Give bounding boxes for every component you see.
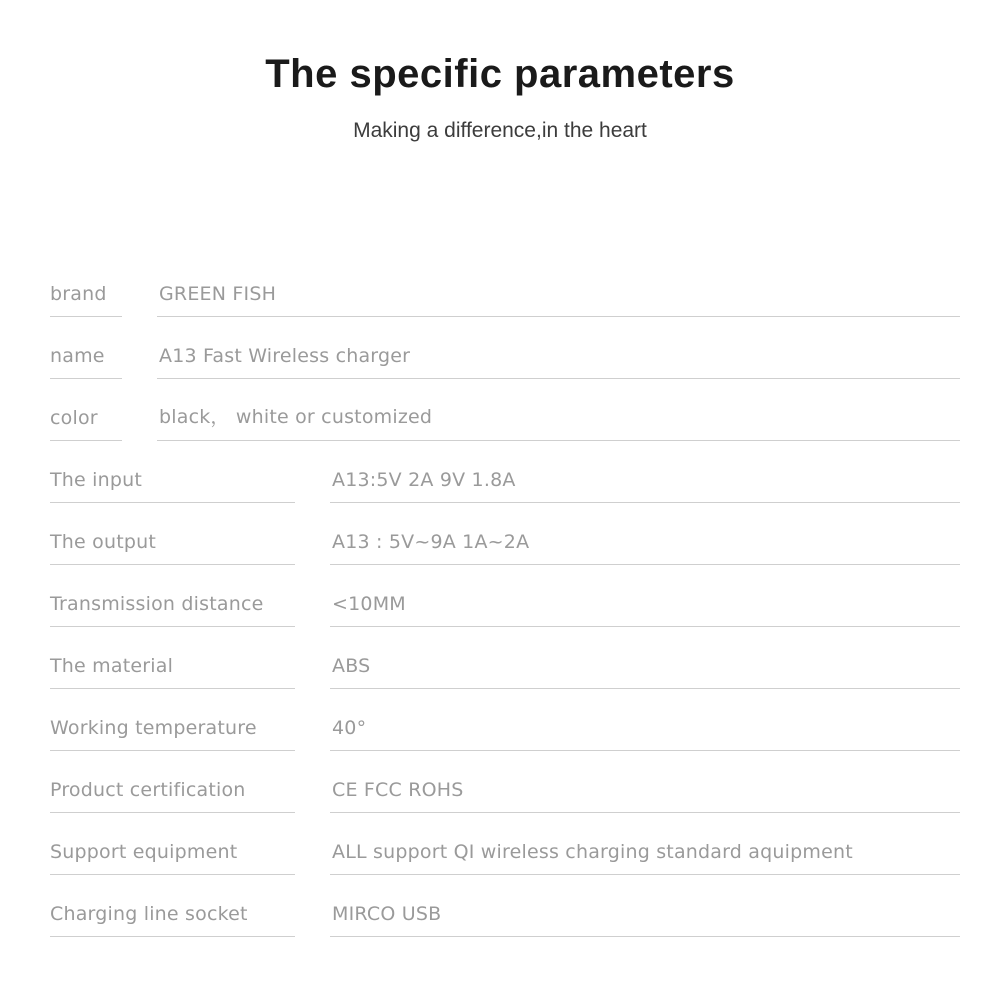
- spec-value: A13 : 5V~9A 1A~2A: [330, 531, 960, 565]
- column-gap: [295, 750, 330, 751]
- spec-label: The material: [50, 655, 295, 689]
- column-gap: [295, 874, 330, 875]
- spec-value: A13 Fast Wireless charger: [157, 345, 960, 379]
- spec-label: Charging line socket: [50, 903, 295, 937]
- spec-label: Support equipment: [50, 841, 295, 875]
- column-gap: [295, 812, 330, 813]
- spec-label: Product certification: [50, 779, 295, 813]
- table-row: [50, 255, 960, 317]
- column-gap: [295, 936, 330, 937]
- table-row: [50, 689, 960, 751]
- spec-value: A13:5V 2A 9V 1.8A: [330, 469, 960, 503]
- spec-label: name: [50, 345, 122, 379]
- table-row: [50, 813, 960, 875]
- spec-value: ABS: [330, 655, 960, 689]
- spec-label: color: [50, 407, 122, 441]
- column-gap: [295, 564, 330, 565]
- table-row: [50, 503, 960, 565]
- column-gap: [122, 378, 157, 379]
- table-row: [50, 441, 960, 503]
- table-row: [50, 565, 960, 627]
- table-row: [50, 627, 960, 689]
- specification-table: [50, 255, 960, 937]
- page-title: The specific parameters: [265, 52, 735, 96]
- page-subtitle: Making a difference,in the heart: [353, 119, 647, 142]
- spec-value: <10MM: [330, 593, 960, 627]
- spec-label: The output: [50, 531, 295, 565]
- spec-value: 40°: [330, 717, 960, 751]
- spec-value: ALL support QI wireless charging standard aquipment: [330, 841, 960, 875]
- spec-label: Working temperature: [50, 717, 295, 751]
- column-gap: [295, 502, 330, 503]
- table-row: [50, 751, 960, 813]
- column-gap: [295, 688, 330, 689]
- column-gap: [295, 626, 330, 627]
- table-row: [50, 875, 960, 937]
- table-row: [50, 379, 960, 441]
- table-row: [50, 317, 960, 379]
- spec-label: brand: [50, 283, 122, 317]
- spec-value: GREEN FISH: [157, 283, 960, 317]
- column-gap: [122, 316, 157, 317]
- spec-label: Transmission distance: [50, 593, 295, 627]
- spec-value: MIRCO USB: [330, 903, 960, 937]
- spec-label: The input: [50, 469, 295, 503]
- spec-value: CE FCC ROHS: [330, 779, 960, 813]
- column-gap: [122, 440, 157, 441]
- spec-value: black， white or customized: [157, 402, 960, 441]
